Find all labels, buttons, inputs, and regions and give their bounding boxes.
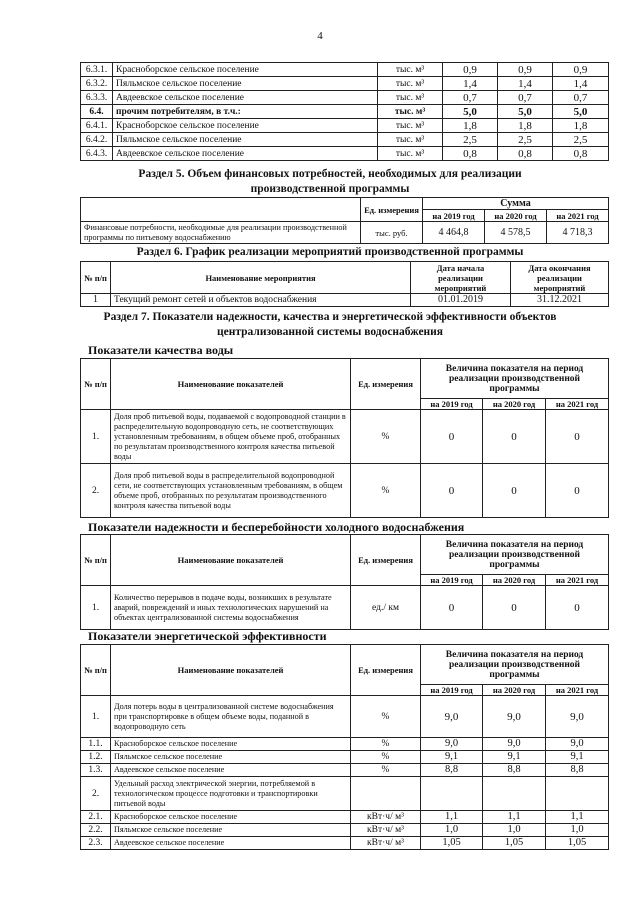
row-2019: 0,9 (443, 63, 498, 77)
row-unit: кВт·ч/ м³ (351, 837, 421, 850)
row-num: 1.3. (81, 764, 111, 777)
row-2020: 1,4 (498, 77, 553, 91)
row-num: 6.4.3. (81, 147, 113, 161)
finance-y2021: на 2021 год (547, 210, 609, 222)
row-2020: 1,1 (483, 811, 546, 824)
row-unit: % (351, 738, 421, 751)
row-unit: тыс. м³ (378, 77, 443, 91)
finance-y2020: на 2020 год (485, 210, 547, 222)
row-2020: 0 (483, 410, 546, 464)
row-2021: 8,8 (546, 764, 609, 777)
row-num: 6.4.2. (81, 133, 113, 147)
header-y2021: на 2021 год (546, 575, 609, 586)
table-row (81, 105, 609, 119)
row-num: 1. (81, 696, 111, 738)
schedule-row-start: 01.01.2019 (411, 294, 511, 307)
row-2021: 0,9 (553, 63, 609, 77)
schedule-start-header: Дата начала реализации мероприятий (411, 262, 511, 294)
header-period: Величина показателя на период реализации производственной программы (421, 535, 609, 575)
header-num: № п/п (81, 535, 111, 586)
row-unit: тыс. м³ (378, 119, 443, 133)
row-2019: 1,1 (421, 811, 483, 824)
row-2020: 9,0 (483, 738, 546, 751)
row-num: 1. (81, 410, 111, 464)
header-y2020: на 2020 год (483, 685, 546, 696)
table-row (81, 751, 609, 764)
row-2020: 1,8 (498, 119, 553, 133)
row-2021 (546, 777, 609, 811)
energy-table (80, 644, 609, 850)
finance-sum-header: Сумма (423, 198, 609, 210)
row-2021: 1,8 (553, 119, 609, 133)
row-2020: 0 (483, 586, 546, 630)
row-unit: тыс. м³ (378, 105, 443, 119)
row-unit: % (351, 764, 421, 777)
row-num: 1.2. (81, 751, 111, 764)
table-row (81, 63, 609, 77)
row-2021: 0 (546, 464, 609, 518)
header-y2021: на 2021 год (546, 685, 609, 696)
header-unit: Ед. измерения (351, 359, 421, 410)
header-y2019: на 2019 год (421, 575, 483, 586)
page-number: 4 (317, 30, 323, 42)
header-y2019: на 2019 год (421, 399, 483, 410)
table-row (81, 586, 609, 630)
table-row (81, 91, 609, 105)
row-2021: 1,4 (553, 77, 609, 91)
finance-unit-header: Ед. измерения (361, 198, 423, 222)
table-row (81, 147, 609, 161)
header-name: Наименование показателей (111, 359, 351, 410)
row-unit: % (351, 751, 421, 764)
row-2020: 0,9 (498, 63, 553, 77)
row-2021: 0 (546, 410, 609, 464)
finance-row-name: Финансовые потребности, необходимые для реализации производственной программы по питьевому водоснабжению (81, 222, 361, 244)
header-period: Величина показателя на период реализации производственной программы (421, 645, 609, 685)
table-row (81, 119, 609, 133)
row-name: Пяльмское сельское поселение (111, 751, 351, 764)
row-2020: 9,1 (483, 751, 546, 764)
finance-row-2020: 4 578,5 (485, 222, 547, 244)
header-name: Наименование показателей (111, 535, 351, 586)
section6-title: Раздел 6. График реализации мероприятий производственной программы (136, 246, 524, 258)
finance-row-2021: 4 718,3 (547, 222, 609, 244)
row-2019: 1,4 (443, 77, 498, 91)
row-2019: 2,5 (443, 133, 498, 147)
row-2020: 1,0 (483, 824, 546, 837)
row-num: 6.3.1. (81, 63, 113, 77)
row-unit: тыс. м³ (378, 147, 443, 161)
row-unit: тыс. м³ (378, 63, 443, 77)
row-name: Пяльмское сельское поселение (111, 824, 351, 837)
row-2021: 9,0 (546, 696, 609, 738)
header-y2021: на 2021 год (546, 399, 609, 410)
row-2021: 9,0 (546, 738, 609, 751)
row-2019: 1,8 (443, 119, 498, 133)
table-row (81, 824, 609, 837)
energy-title: Показатели энергетической эффективности (88, 629, 327, 643)
section7-title-line1: Раздел 7. Показатели надежности, качества и энергетической эффективности объектов (103, 311, 557, 323)
header-unit: Ед. измерения (351, 645, 421, 696)
row-name: Красноборское сельское поселение (111, 738, 351, 751)
row-num: 1.1. (81, 738, 111, 751)
table-row (81, 410, 609, 464)
row-2020: 1,05 (483, 837, 546, 850)
header-row (81, 359, 609, 399)
row-2019: 5,0 (443, 105, 498, 119)
row-2020: 0,8 (498, 147, 553, 161)
row-num: 2.2. (81, 824, 111, 837)
row-2021: 5,0 (553, 105, 609, 119)
table-row (81, 77, 609, 91)
row-num: 6.4. (81, 105, 113, 119)
schedule-num-header: № п/п (81, 262, 111, 294)
header-y2020: на 2020 год (483, 399, 546, 410)
finance-row-2019: 4 464,8 (423, 222, 485, 244)
row-unit: кВт·ч/ м³ (351, 811, 421, 824)
consumption-table (80, 62, 609, 161)
row-name: Авдеевское сельское поселение (111, 764, 351, 777)
row-num: 2. (81, 777, 111, 811)
header-y2020: на 2020 год (483, 575, 546, 586)
row-num: 6.3.3. (81, 91, 113, 105)
row-num: 1. (81, 586, 111, 630)
schedule-row-end: 31.12.2021 (511, 294, 609, 307)
quality-title: Показатели качества воды (88, 343, 234, 357)
row-name: Авдеевское сельское поселение (113, 147, 378, 161)
header-period: Величина показателя на период реализации производственной программы (421, 359, 609, 399)
row-2019: 0,7 (443, 91, 498, 105)
row-2021: 1,1 (546, 811, 609, 824)
section7-title (60, 310, 600, 340)
row-name: Пяльмское сельское поселение (113, 133, 378, 147)
table-row (81, 696, 609, 738)
reliability-title: Показатели надежности и бесперебойности холодного водоснабжения (88, 520, 465, 534)
row-2019 (421, 777, 483, 811)
row-2019: 9,0 (421, 738, 483, 751)
schedule-row-num: 1 (81, 294, 111, 307)
table-row (81, 837, 609, 850)
table-row (81, 464, 609, 518)
row-name: Пяльмское сельское поселение (113, 77, 378, 91)
row-name: Красноборское сельское поселение (113, 119, 378, 133)
row-2019: 0,8 (443, 147, 498, 161)
row-2021: 2,5 (553, 133, 609, 147)
finance-table (80, 197, 609, 244)
row-2019: 8,8 (421, 764, 483, 777)
section5-title-line2: производственной программы (250, 183, 410, 195)
finance-y2019: на 2019 год (423, 210, 485, 222)
row-2021: 1,0 (546, 824, 609, 837)
table-row (81, 811, 609, 824)
row-unit: ед./ км (351, 586, 421, 630)
finance-row-unit: тыс. руб. (361, 222, 423, 244)
table-row (81, 133, 609, 147)
row-2021: 9,1 (546, 751, 609, 764)
row-2021: 0 (546, 586, 609, 630)
row-unit: % (351, 464, 421, 518)
row-name: прочим потребителям, в т.ч.: (113, 105, 378, 119)
row-2021: 0,7 (553, 91, 609, 105)
row-2019: 1,05 (421, 837, 483, 850)
finance-empty-header (81, 198, 361, 222)
row-2021: 1,05 (546, 837, 609, 850)
row-unit (351, 777, 421, 811)
header-num: № п/п (81, 645, 111, 696)
table-row (81, 777, 609, 811)
section5-title (60, 167, 600, 197)
row-2020: 0,7 (498, 91, 553, 105)
row-2020: 8,8 (483, 764, 546, 777)
row-2019: 1,0 (421, 824, 483, 837)
header-name: Наименование показателей (111, 645, 351, 696)
row-unit: тыс. м³ (378, 133, 443, 147)
row-2020 (483, 777, 546, 811)
schedule-end-header: Дата окончания реализации мероприятий (511, 262, 609, 294)
table-row (81, 764, 609, 777)
header-row (81, 645, 609, 685)
row-2019: 0 (421, 464, 483, 518)
row-num: 2.3. (81, 837, 111, 850)
row-name: Авдеевское сельское поселение (113, 91, 378, 105)
row-unit: тыс. м³ (378, 91, 443, 105)
row-name: Доля потерь воды в централизованной системе водоснабжения при транспортировке в общем объеме воды, поданной в водопроводную сеть (111, 696, 351, 738)
row-name: Авдеевское сельское поселение (111, 837, 351, 850)
row-name: Удельный расход электрической энергии, потребляемой в технологическом процессе подготовки и транспортировки питьевой воды (111, 777, 351, 811)
row-num: 6.3.2. (81, 77, 113, 91)
row-2019: 9,1 (421, 751, 483, 764)
row-name: Количество перерывов в подаче воды, возникших в результате аварий, повреждений и иных технологических нарушений на объектах централизованной системы водоснабжения (111, 586, 351, 630)
reliability-table (80, 534, 609, 630)
row-2021: 0,8 (553, 147, 609, 161)
row-name: Доля проб питьевой воды, подаваемой с водопроводной станции в распределительную водопроводную сеть, не соответствующих установленным требованиям, в общем объеме проб, отобранных по результатам производственного контроля качества питьевой воды (111, 410, 351, 464)
row-num: 2. (81, 464, 111, 518)
row-2020: 9,0 (483, 696, 546, 738)
row-num: 6.4.1. (81, 119, 113, 133)
row-2019: 0 (421, 586, 483, 630)
row-2020: 2,5 (498, 133, 553, 147)
schedule-name-header: Наименование мероприятия (111, 262, 411, 294)
row-unit: % (351, 696, 421, 738)
row-2019: 9,0 (421, 696, 483, 738)
section5-title-line1: Раздел 5. Объем финансовых потребностей, необходимых для реализации (138, 168, 522, 180)
header-num: № п/п (81, 359, 111, 410)
row-name: Красноборское сельское поселение (111, 811, 351, 824)
row-2019: 0 (421, 410, 483, 464)
section7-title-line2: централизованной системы водоснабжения (216, 326, 444, 338)
header-y2019: на 2019 год (421, 685, 483, 696)
header-row (81, 535, 609, 575)
row-num: 2.1. (81, 811, 111, 824)
row-name: Доля проб питьевой воды в распределительной водопроводной сети, не соответствующих установленным требованиям, в общем объеме проб, отобранных по результатам производственного контроля качества питьевой воды (111, 464, 351, 518)
row-unit: % (351, 410, 421, 464)
table-row (81, 738, 609, 751)
header-unit: Ед. измерения (351, 535, 421, 586)
row-name: Красноборское сельское поселение (113, 63, 378, 77)
schedule-table (80, 261, 609, 307)
quality-table (80, 358, 609, 518)
row-2020: 5,0 (498, 105, 553, 119)
schedule-row-name: Текущий ремонт сетей и объектов водоснабжения (111, 294, 411, 307)
row-2020: 0 (483, 464, 546, 518)
row-unit: кВт·ч/ м³ (351, 824, 421, 837)
